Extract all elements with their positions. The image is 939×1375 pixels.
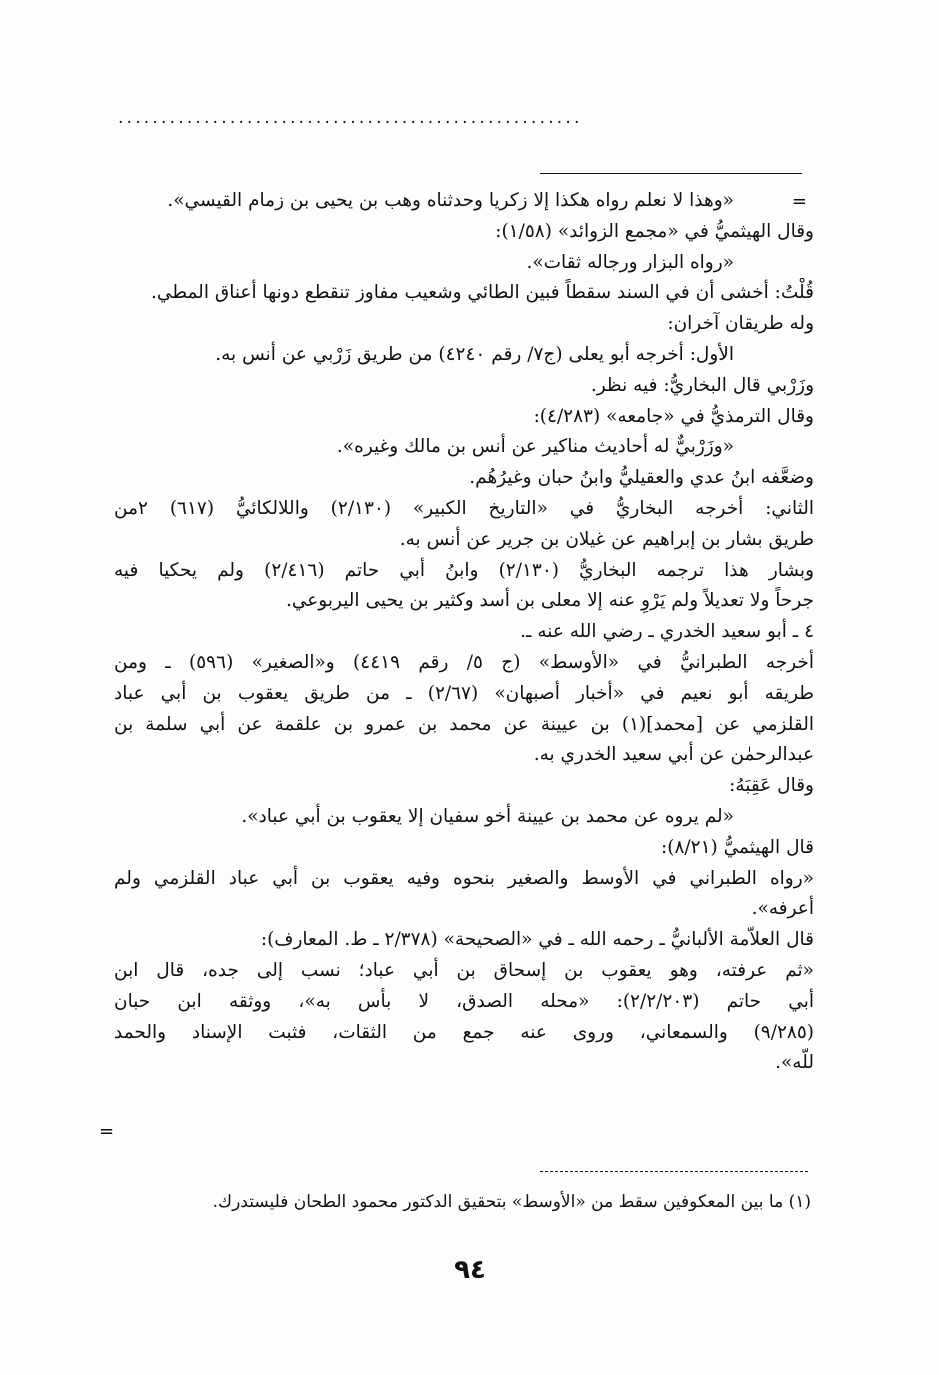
text-line: عبدالرحمٰن عن أبي سعيد الخدري به. [533,744,814,766]
text-line: (٩/٢٨٥) والسمعاني، وروى عنه جمع من الثقات، فثبت الإسناد والحمد [114,1021,814,1043]
text-line: «رواه البزار ورجاله ثقات». [526,251,734,273]
text-line: «وزَرْبيٌّ له أحاديث مناكير عن أنس بن مالك وغيره». [336,436,734,458]
footnote-continuation-rule [540,173,802,174]
text-line: قال العلاّمة الألبانيُّ ـ رحمه الله ـ في «الصحيحة» (٢/٣٧٨ ـ ط. المعارف): [260,929,814,951]
text-line: قال الهيثميُّ (٨/٢١): [661,836,814,858]
header-dotted-rule: ...................................................... [118,108,583,128]
text-line: «وهذا لا نعلم رواه هكذا إلا زكريا وحدثناه وهب بن يحيى بن زمام القيسي». [167,190,734,211]
text-line: الأول: أخرجه أبو يعلى (ج٧/ رقم ٤٢٤٠) من طريق زَرْبي عن أنس به. [215,343,734,365]
text-line: جرحاً ولا تعديلاً ولم يَرْوِ عنه إلا معلى بن أسد وكثير بن يحيى اليربوعي. [285,590,814,612]
text-line: وقال عَقِبَهُ: [729,775,814,797]
text-line: أعرفه». [751,898,814,920]
text-line: ٤ ـ أبو سعيد الخدري ـ رضي الله عنه ـ. [520,621,814,643]
text-line: وبشار هذا ترجمه البخاريُّ (٢/١٣٠) وابنُ أبي حاتم (٢/٤١٦) ولم يحكيا فيه [114,559,814,581]
footnote: (١) ما بين المعكوفين سقط من «الأوسط» بتحقيق الدكتور محمود الطحان فليستدرك. [212,1192,811,1212]
text-line: طريقه أبو نعيم في «أخبار أصبهان» (٢/٦٧) ـ من طريق يعقوب بن أبي عباد [114,682,814,704]
text-line: القلزمي عن [محمد](١) بن عيينة عن محمد بن عمرو بن علقمة عن أبي سلمة بن [114,713,814,735]
text-line: الثاني: أخرجه البخاريُّ في «التاريخ الكبير» (٢/١٣٠) واللالكائيُّ (٦١٧) ٢من [114,497,814,519]
footnote-separator [540,1171,808,1172]
text-line: وضعَّفه ابنُ عدي والعقيليُّ وابنُ حبان وغيرُهُم. [469,467,814,489]
text-line: للّه». [775,1052,814,1074]
text-line: «ثم عرفته، وهو يعقوب بن إسحاق بن أبي عباد؛ نسب إلى جده، قال ابن [114,959,814,981]
main-text [114,186,814,1079]
continuation-mark-top: = [791,191,807,212]
text-line: أخرجه الطبرانيُّ في «الأوسط» (ج ٥/ رقم ٤٤١٩) و«الصغير» (٥٩٦) ـ ومن [114,651,814,673]
text-line: أبي حاتم (٢/٢/٢٠٣): «محله الصدق، لا بأس به»، ووثقه ابن حبان [114,990,814,1012]
text-line: وزَرْبي قال البخاريُّ: فيه نظر. [590,374,814,396]
text-line: قُلْتُ: أخشى أن في السند سقطاً فبين الطائي وشعيب مفاوز تنقطع دونها أعناق المطي. [151,282,814,304]
text-line: وقال الهيثميُّ في «مجمع الزوائد» (١/٥٨): [495,220,814,242]
text-line: وقال الترمذيُّ في «جامعه» (٤/٢٨٣): [533,405,814,427]
text-line: «رواه الطبراني في الأوسط والصغير بنحوه وفيه يعقوب بن أبي عباد القلزمي ولم [114,867,814,889]
text-line: طريق بشار بن إبراهيم عن غيلان بن جرير عن أنس به. [399,528,814,550]
continuation-mark-bottom: = [99,1121,115,1142]
text-line: «لم يروه عن محمد بن عيينة أخو سفيان إلا يعقوب بن أبي عباد». [241,805,734,827]
page-number: ٩٤ [454,1255,486,1285]
text-line: وله طريقان آخران: [667,313,814,335]
